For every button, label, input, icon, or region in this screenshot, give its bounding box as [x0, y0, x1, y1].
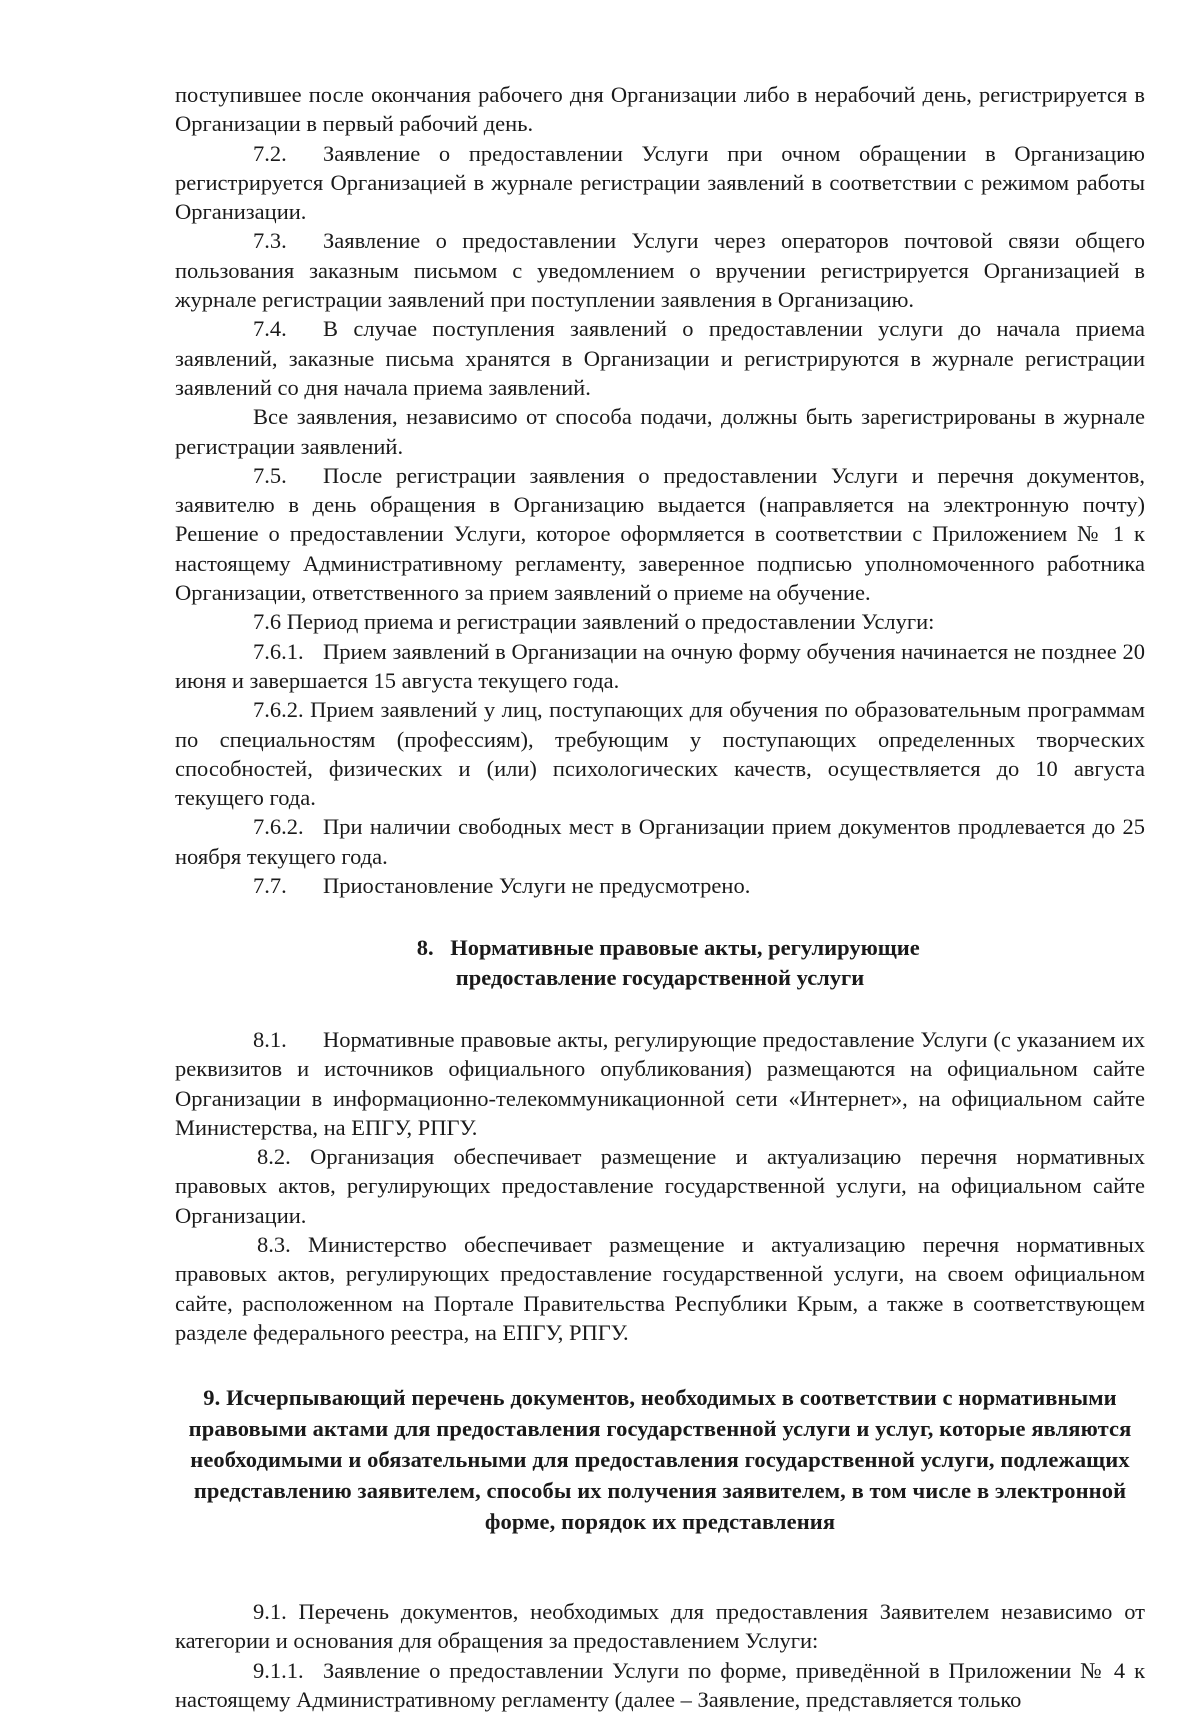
paragraph-7-2 [175, 139, 1145, 227]
paragraph-number: 7.6.2. [253, 814, 304, 840]
paragraph-continuation: поступившее после окончания рабочего дня Организации либо в нерабочий день, регистрируется в Организации в первый рабочий день. [175, 82, 1145, 137]
paragraph-text: При наличии свободных мест в Организации прием документов продлевается до 25 ноября текущего года. [175, 814, 1145, 869]
paragraph-7-4-b: Все заявления, независимо от способа подачи, должны быть зарегистрированы в журнале регистрации заявлений. [175, 404, 1145, 459]
paragraph-7-5 [175, 461, 1145, 607]
paragraph-9-1-1 [175, 1656, 1145, 1714]
paragraph-text: Нормативные правовые акты, регулирующие предоставление Услуги (с указанием их реквизитов и источников официального опубликования) размещаются на официальном сайте Организации в информационно-телекоммуникационной сети «Интернет», на официальном сайте Министерства, на ЕПГУ, РПГУ. [175, 1026, 1145, 1140]
paragraph-number: 8.1. [253, 1026, 287, 1052]
paragraph-number: 7.2. [253, 140, 287, 166]
paragraph-7-6: 7.6 Период приема и регистрации заявлений о предоставлении Услуги: [253, 609, 935, 635]
paragraph-9-1: 9.1. Перечень документов, необходимых для предоставления Заявителем независимо от категории и основания для обращения за предоставлением Услуги: [175, 1599, 1145, 1654]
paragraph-text: В случае поступления заявлений о предоставлении услуги до начала приема заявлений, заказные письма хранятся в Организации и регистрируются в журнале регистрации заявлений со дня начала приема заявлений. [175, 316, 1145, 400]
paragraph-text: Приостановление Услуги не предусмотрено. [323, 873, 751, 899]
paragraph-text: Заявление о предоставлении Услуги при очном обращении в Организацию регистрируется Организацией в журнале регистрации заявлений в соответствии с режимом работы Организации. [175, 140, 1145, 225]
paragraph-number: 9.1.1. [253, 1657, 304, 1683]
paragraph-number: 7.5. [253, 462, 287, 488]
paragraph-text: Заявление о предоставлении Услуги через операторов почтовой связи общего пользования заказным письмом с уведомлением о вручении регистрируется Организацией в журнале регистрации заявлений при поступлении заявления в Организацию. [175, 228, 1145, 313]
section-8-heading-line-1: 8. Нормативные правовые акты, регулирующие [175, 933, 1145, 962]
paragraph-8-2: 8.2. Организация обеспечивает размещение и актуализацию перечня нормативных правовых актов, регулирующих предоставление государственной услуги, на официальном сайте Организации. [175, 1144, 1145, 1228]
paragraph-7-7 [175, 871, 1145, 900]
paragraph-number: 7.7. [253, 873, 287, 899]
paragraph-text: После регистрации заявления о предоставлении Услуги и перечня документов, заявителю в день обращения в Организацию выдается (направляется на электронную почту) Решение о предоставлении Услуги, которое оформляется в соответствии с Приложением № 1 к настоящему Административному регламенту, заверенное подписью уполномоченного работника Организации, ответственного за прием заявлений о приеме на обучение. [175, 462, 1145, 606]
paragraph-8-1 [175, 1025, 1145, 1142]
section-8-heading [175, 933, 1145, 992]
section-spacer [175, 1537, 1145, 1597]
paragraph-7-6-2-b [175, 812, 1145, 871]
paragraph-number: 7.3. [253, 228, 287, 254]
paragraph-7-3 [175, 226, 1145, 314]
paragraph-7-6-2-a: 7.6.2. Прием заявлений у лиц, поступающих для обучения по образовательным программам по специальностям (профессиям), требующим у поступающих определенных творческих способностей, физических и (или) психологических качеств, осуществляется до 10 августа текущего года. [175, 697, 1145, 811]
paragraph-8-3: 8.3. Министерство обеспечивает размещение и актуализацию перечня нормативных правовых актов, регулирующих предоставление государственной услуги, на своем официальном сайте, расположенном на Портале Правительства Республики Крым, а также в соответствующем разделе федерального реестра, на ЕПГУ, РПГУ. [175, 1231, 1145, 1345]
section-9-heading: 9. Исчерпывающий перечень документов, необходимых в соответствии с нормативными правовыми актами для предоставления государственной услуги и услуг, которые являются необходимыми и обязательными для предоставления государственной услуги, подлежащих представлению заявителем, способы их получения заявителем, в том числе в электронной форме, порядок их представления [188, 1385, 1132, 1535]
paragraph-number: 7.4. [253, 316, 287, 342]
document-body [175, 80, 1145, 1714]
paragraph-number: 7.6.1. [253, 638, 304, 664]
paragraph-text: Заявление о предоставлении Услуги по форме, приведённой в Приложении № 4 к настоящему Административному регламенту (далее – Заявление, представляется только [175, 1657, 1145, 1713]
paragraph-7-6-1 [175, 637, 1145, 696]
section-8-heading-line-2: предоставление государственной услуги [455, 964, 865, 990]
paragraph-7-4 [175, 314, 1145, 402]
paragraph-text: Прием заявлений в Организации на очную форму обучения начинается не позднее 20 июня и завершается 15 августа текущего года. [175, 638, 1145, 693]
section-number: 8. [416, 935, 434, 961]
